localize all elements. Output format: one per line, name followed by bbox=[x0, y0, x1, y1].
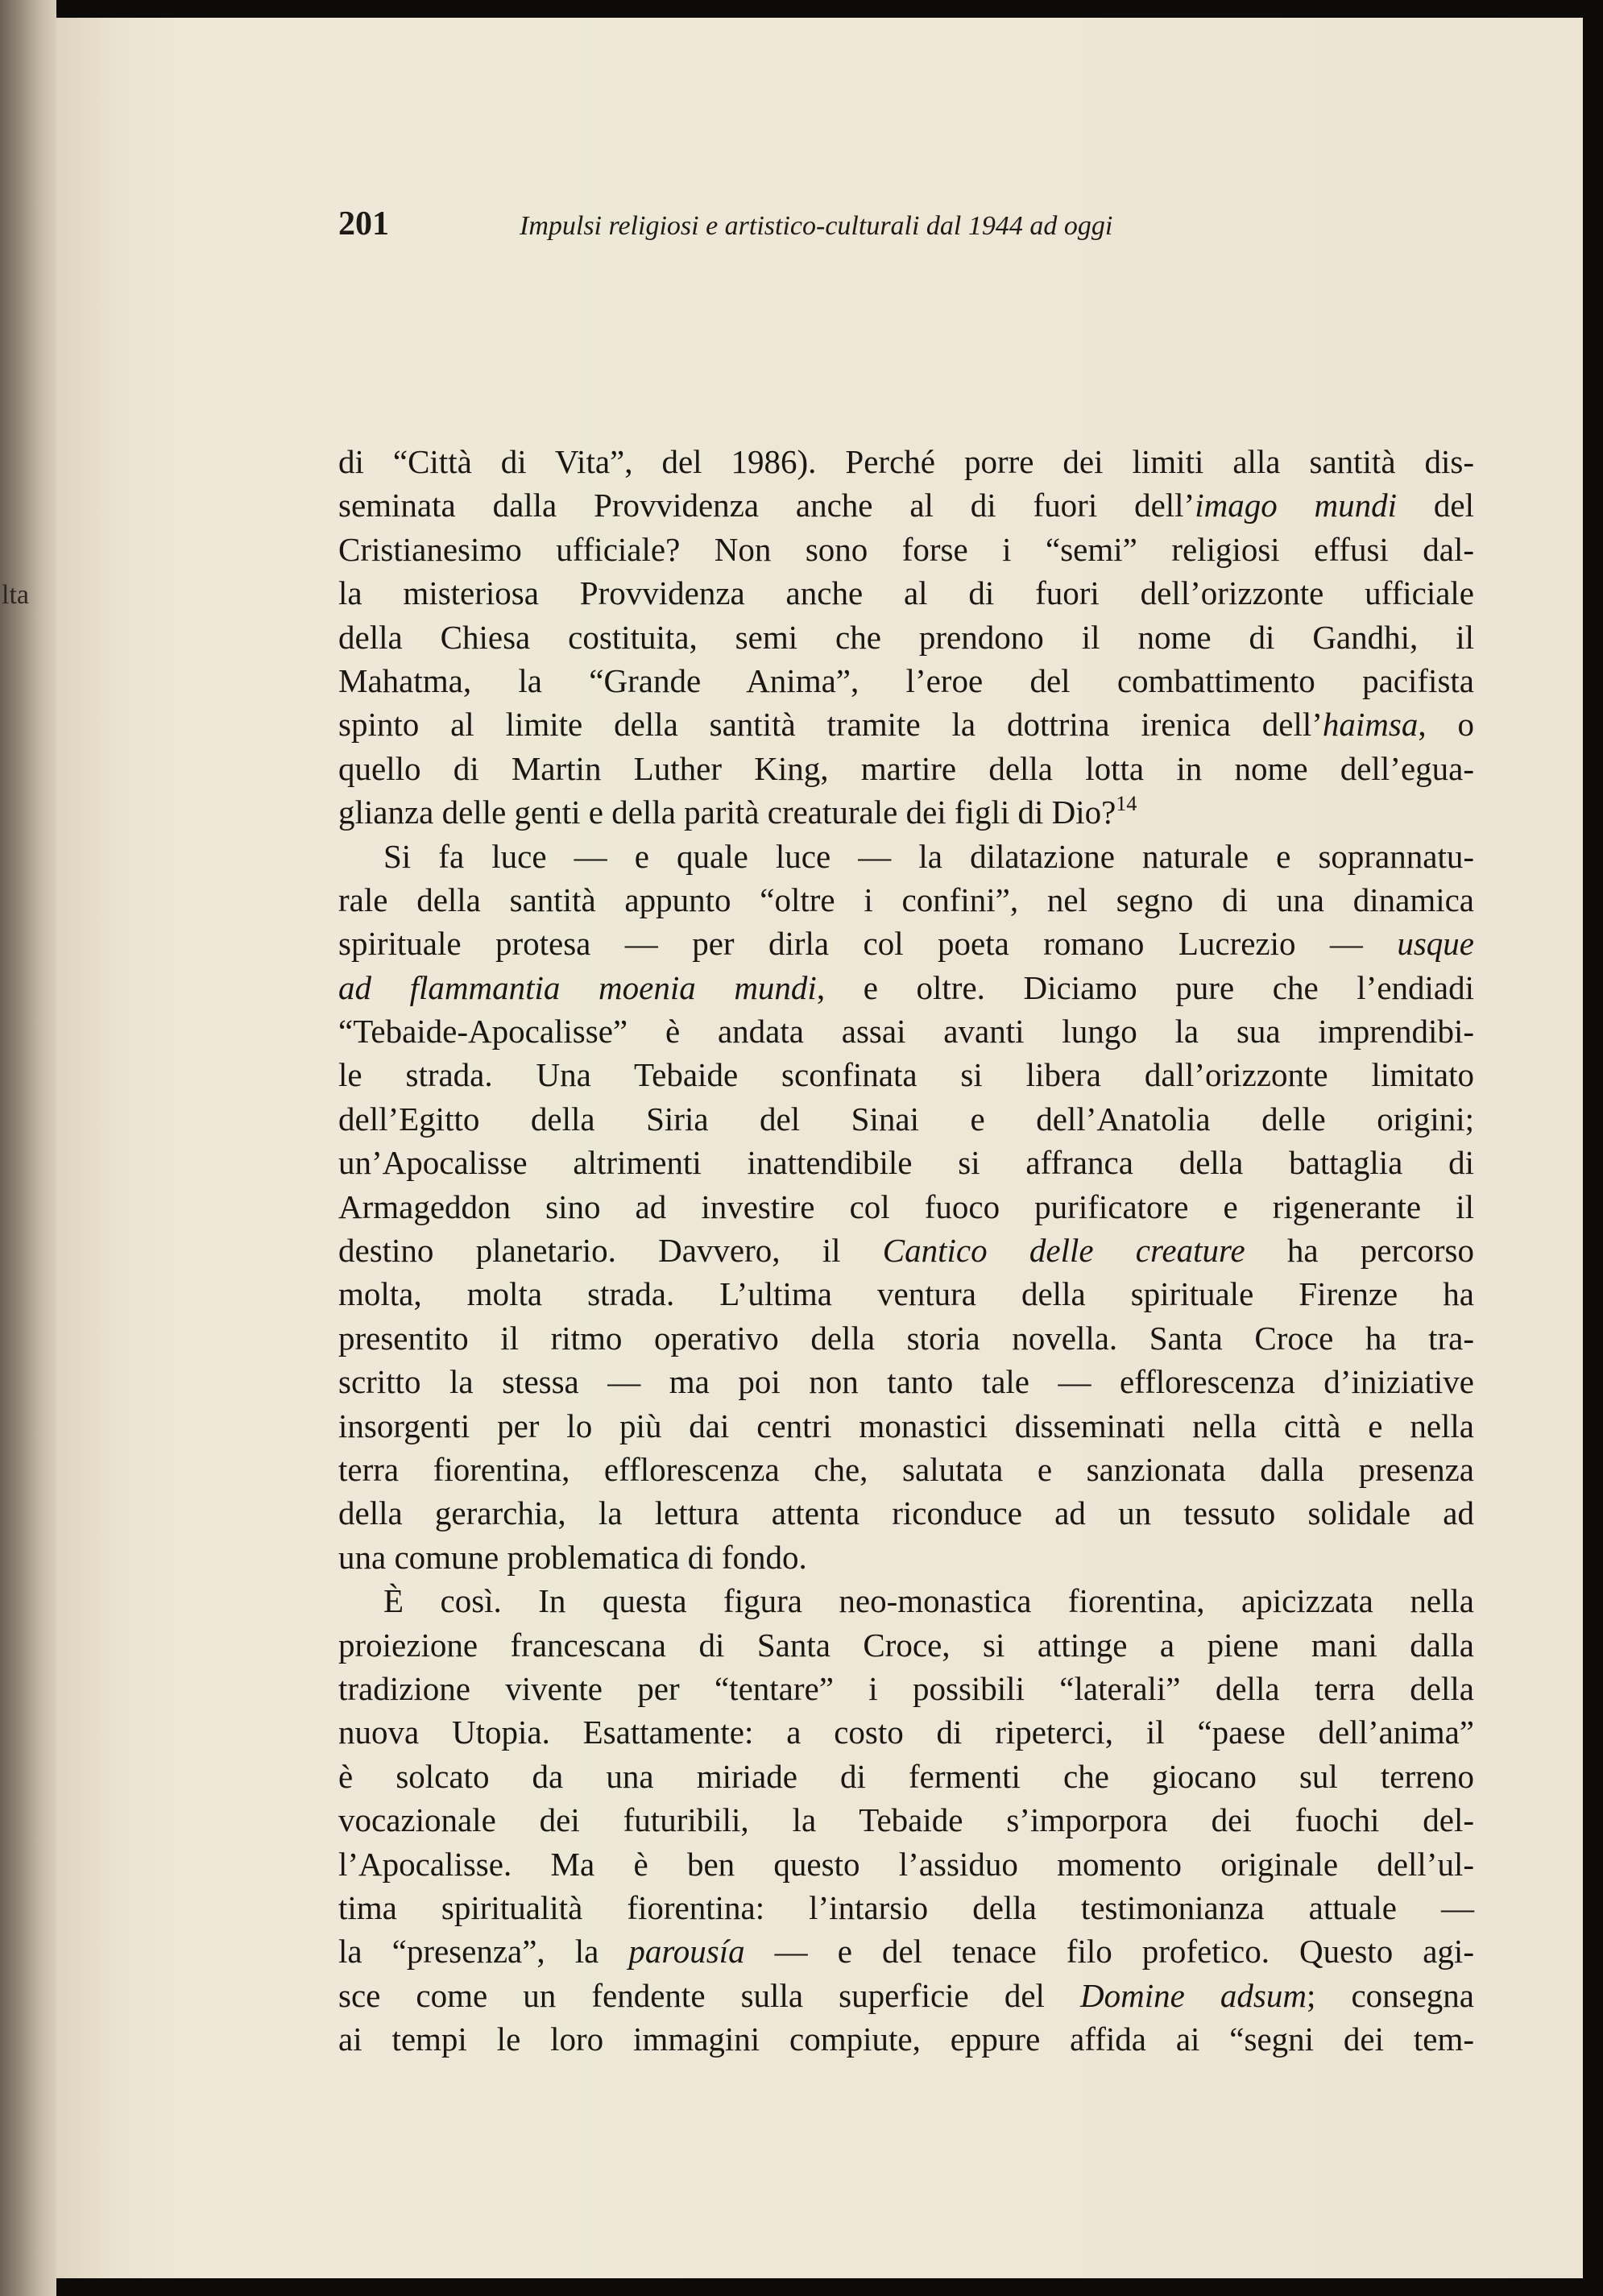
line-text: le strada. Una Tebaide sconfinata si libera dall’orizzonte limitato bbox=[338, 1056, 1474, 1094]
text-line bbox=[338, 483, 1474, 527]
text-line bbox=[338, 1929, 1474, 1973]
text-line bbox=[338, 702, 1474, 746]
text-line bbox=[338, 1053, 1474, 1096]
text-line bbox=[338, 1842, 1474, 1886]
line-text: destino planetario. Davvero, il bbox=[338, 1232, 883, 1270]
text-line bbox=[338, 1667, 1474, 1710]
italic-text: Cantico delle creature bbox=[882, 1232, 1245, 1270]
italic-text: usque bbox=[1397, 925, 1474, 963]
page-number: 201 bbox=[338, 205, 389, 242]
text-line bbox=[338, 1623, 1474, 1667]
text-line bbox=[338, 922, 1474, 965]
line-text: , e oltre. Diciamo pure che l’endiadi bbox=[816, 968, 1474, 1006]
line-text: spinto al limite della santità tramite la dottrina irenica dell’ bbox=[338, 706, 1323, 744]
text-line bbox=[338, 835, 1474, 878]
text-line bbox=[338, 1798, 1474, 1842]
line-text: di “Città di Vita”, del 1986). Perché porre dei limiti alla santità dis- bbox=[338, 443, 1474, 480]
text-line bbox=[338, 1097, 1474, 1141]
line-text: vocazionale dei futuribili, la Tebaide s’imporpora dei fuochi del- bbox=[338, 1801, 1474, 1839]
line-text: insorgenti per lo più dai centri monastici disseminati nella città e nella bbox=[338, 1407, 1474, 1444]
running-title: Impulsi religiosi e artistico-culturali dal 1944 ad oggi bbox=[520, 211, 1113, 241]
line-text: è solcato da una miriade di fermenti che giocano sul terreno bbox=[338, 1757, 1474, 1795]
text-line bbox=[338, 1491, 1474, 1535]
line-text: ai tempi le loro immagini compiute, eppure affida ai “segni dei tem- bbox=[338, 2020, 1474, 2058]
line-text: la misteriosa Provvidenza anche al di fuori dell’orizzonte ufficiale bbox=[338, 574, 1474, 612]
italic-text: imago mundi bbox=[1195, 487, 1398, 524]
text-line bbox=[338, 790, 1474, 834]
footnote-marker: 14 bbox=[1116, 792, 1137, 816]
line-text: una comune problematica di fondo. bbox=[338, 1538, 807, 1576]
line-text: Cristianesimo ufficiale? Non sono forse i “semi” religiosi effusi dal- bbox=[338, 530, 1474, 568]
line-text: rale della santità appunto “oltre i confini”, nel segno di una dinamica bbox=[338, 881, 1474, 918]
line-text: quello di Martin Luther King, martire della lotta in nome dell’egua- bbox=[338, 749, 1474, 787]
text-line bbox=[338, 528, 1474, 571]
italic-text: Domine adsum bbox=[1080, 1976, 1307, 2014]
line-text: , o bbox=[1418, 706, 1474, 744]
line-text: Si fa luce — e quale luce — la dilatazione naturale e soprannatu- bbox=[383, 837, 1474, 875]
line-text: È così. In questa figura neo-monastica fiorentina, apicizzata nella bbox=[383, 1582, 1474, 1620]
text-line bbox=[338, 1141, 1474, 1184]
text-line bbox=[338, 615, 1474, 659]
line-text: tradizione vivente per “tentare” i possibili “laterali” della terra della bbox=[338, 1669, 1474, 1707]
text-line bbox=[338, 1316, 1474, 1360]
text-line bbox=[338, 1974, 1474, 2017]
page-header bbox=[338, 205, 1112, 243]
italic-text: haimsa bbox=[1322, 706, 1419, 744]
line-text: del bbox=[1397, 487, 1475, 524]
text-line bbox=[338, 1185, 1474, 1229]
line-text: glianza delle genti e della parità creaturale dei figli di Dio? bbox=[338, 794, 1116, 831]
text-line bbox=[338, 2017, 1474, 2061]
book-page bbox=[56, 18, 1583, 2278]
body-text bbox=[338, 440, 1474, 2061]
line-text: scritto la stessa — ma poi non tanto tale — efflorescenza d’iniziative bbox=[338, 1363, 1474, 1401]
line-text: della Chiesa costituita, semi che prendono il nome di Gandhi, il bbox=[338, 618, 1474, 656]
italic-text: ad flammantia moenia mundi bbox=[338, 968, 817, 1006]
text-line bbox=[338, 1009, 1474, 1053]
line-text: terra fiorentina, efflorescenza che, salutata e sanzionata dalla presenza bbox=[338, 1450, 1474, 1488]
line-text: presentito il ritmo operativo della storia novella. Santa Croce ha tra- bbox=[338, 1319, 1474, 1357]
line-text: seminata dalla Provvidenza anche al di fuori dell’ bbox=[338, 487, 1195, 524]
line-text: la “presenza”, la bbox=[338, 1933, 629, 1971]
line-text: dell’Egitto della Siria del Sinai e dell’Anatolia delle origini; bbox=[338, 1100, 1474, 1138]
text-line bbox=[338, 1272, 1474, 1316]
line-text: nuova Utopia. Esattamente: a costo di ripeterci, il “paese dell’anima” bbox=[338, 1714, 1474, 1751]
text-line bbox=[338, 1360, 1474, 1403]
line-text: della gerarchia, la lettura attenta riconduce ad un tessuto solidale ad bbox=[338, 1494, 1474, 1532]
text-line bbox=[338, 747, 1474, 790]
text-line bbox=[338, 1229, 1474, 1272]
line-text: Mahatma, la “Grande Anima”, l’eroe del combattimento pacifista bbox=[338, 661, 1474, 699]
line-text: ; consegna bbox=[1306, 1976, 1474, 2014]
line-text: proiezione francescana di Santa Croce, si attinge a piene mani dalla bbox=[338, 1626, 1474, 1664]
line-text: sce come un fendente sulla superficie del bbox=[338, 1976, 1081, 2014]
text-line bbox=[338, 1886, 1474, 1929]
text-line bbox=[338, 966, 1474, 1009]
line-text: ha percorso bbox=[1245, 1232, 1475, 1270]
text-line bbox=[338, 659, 1474, 702]
margin-fragment: lta bbox=[2, 580, 29, 610]
text-line bbox=[338, 1404, 1474, 1448]
line-text: molta, molta strada. L’ultima ventura della spirituale Firenze ha bbox=[338, 1275, 1474, 1313]
text-line bbox=[338, 878, 1474, 922]
text-line bbox=[338, 1448, 1474, 1491]
line-text: l’Apocalisse. Ma è ben questo l’assiduo momento originale dell’ul- bbox=[338, 1845, 1474, 1883]
line-text: — e del tenace filo profetico. Questo agi- bbox=[744, 1933, 1474, 1971]
text-line bbox=[338, 440, 1474, 483]
text-line bbox=[338, 1579, 1474, 1623]
italic-text: parousía bbox=[628, 1933, 745, 1971]
adjacent-page-edge bbox=[0, 0, 56, 2296]
text-line bbox=[338, 1710, 1474, 1754]
line-text: “Tebaide-Apocalisse” è andata assai avanti lungo la sua imprendibi- bbox=[338, 1013, 1474, 1051]
line-text: tima spiritualità fiorentina: l’intarsio della testimonianza attuale — bbox=[338, 1888, 1474, 1926]
text-line bbox=[338, 1755, 1474, 1798]
line-text: un’Apocalisse altrimenti inattendibile si affranca della battaglia di bbox=[338, 1144, 1474, 1182]
text-line bbox=[338, 571, 1474, 615]
text-line bbox=[338, 1536, 1474, 1579]
line-text: spirituale protesa — per dirla col poeta romano Lucrezio — bbox=[338, 925, 1398, 963]
line-text: Armageddon sino ad investire col fuoco purificatore e rigenerante il bbox=[338, 1187, 1474, 1225]
